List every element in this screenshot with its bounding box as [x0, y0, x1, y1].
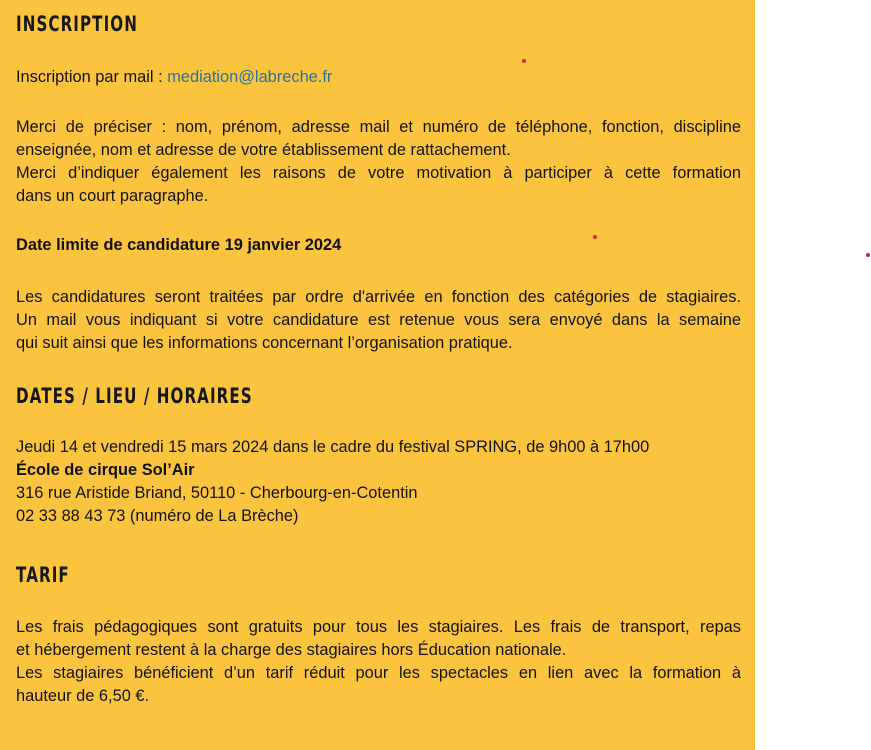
email-line [16, 66, 741, 89]
motivation-line-2: dans un court paragraphe. [16, 187, 209, 205]
date-line: Jeudi 14 et vendredi 15 mars 2024 dans le cadre du festival SPRING, de 9h00 à 17h00 [16, 438, 650, 456]
details-line-2: enseignée, nom et adresse de votre établissement de rattachement. [16, 141, 511, 159]
dates-heading: DATES / LIEU / HORAIRES [16, 384, 253, 408]
reduced-line-2: hauteur de 6,50 €. [16, 687, 150, 705]
venue-name: École de cirque Sol’Air [16, 461, 195, 479]
motivation-line-1: Merci d’indiquer également les raisons de votre motivation à participer à cette formation [16, 164, 741, 182]
details-line-1: Merci de préciser : nom, prénom, adresse mail et numéro de téléphone, fonction, discipline [16, 118, 741, 136]
fees-line-2: et hébergement restent à la charge des stagiaires hors Éducation nationale. [16, 641, 567, 659]
decorative-dot [866, 253, 870, 257]
email-prefix: Inscription par mail : [16, 68, 168, 86]
reduced-line-1: Les stagiaires bénéficient d’un tarif réduit pour les spectacles en lien avec la formation à [16, 664, 741, 682]
email-link[interactable]: mediation@labreche.fr [167, 68, 333, 86]
venue-address: 316 rue Aristide Briand, 50110 - Cherbourg-en-Cotentin [16, 484, 418, 502]
deadline-text: Date limite de candidature 19 janvier 2024 [16, 236, 342, 254]
process-line-3: qui suit ainsi que les informations concernant l’organisation pratique. [16, 334, 513, 352]
process-line-2: Un mail vous indiquant si votre candidature est retenue vous sera envoyé dans la semaine [16, 311, 741, 329]
decorative-dot [522, 59, 526, 63]
venue-phone: 02 33 88 43 73 (numéro de La Brèche) [16, 507, 299, 525]
tarif-heading: TARIF [16, 563, 70, 587]
fees-line-1: Les frais pédagogiques sont gratuits pour tous les stagiaires. Les frais de transport, repas [16, 618, 741, 636]
process-line-1: Les candidatures seront traitées par ordre d'arrivée en fonction des catégories de stagiaires. [16, 288, 741, 306]
inscription-heading: INSCRIPTION [16, 12, 138, 36]
decorative-dot [593, 235, 597, 239]
